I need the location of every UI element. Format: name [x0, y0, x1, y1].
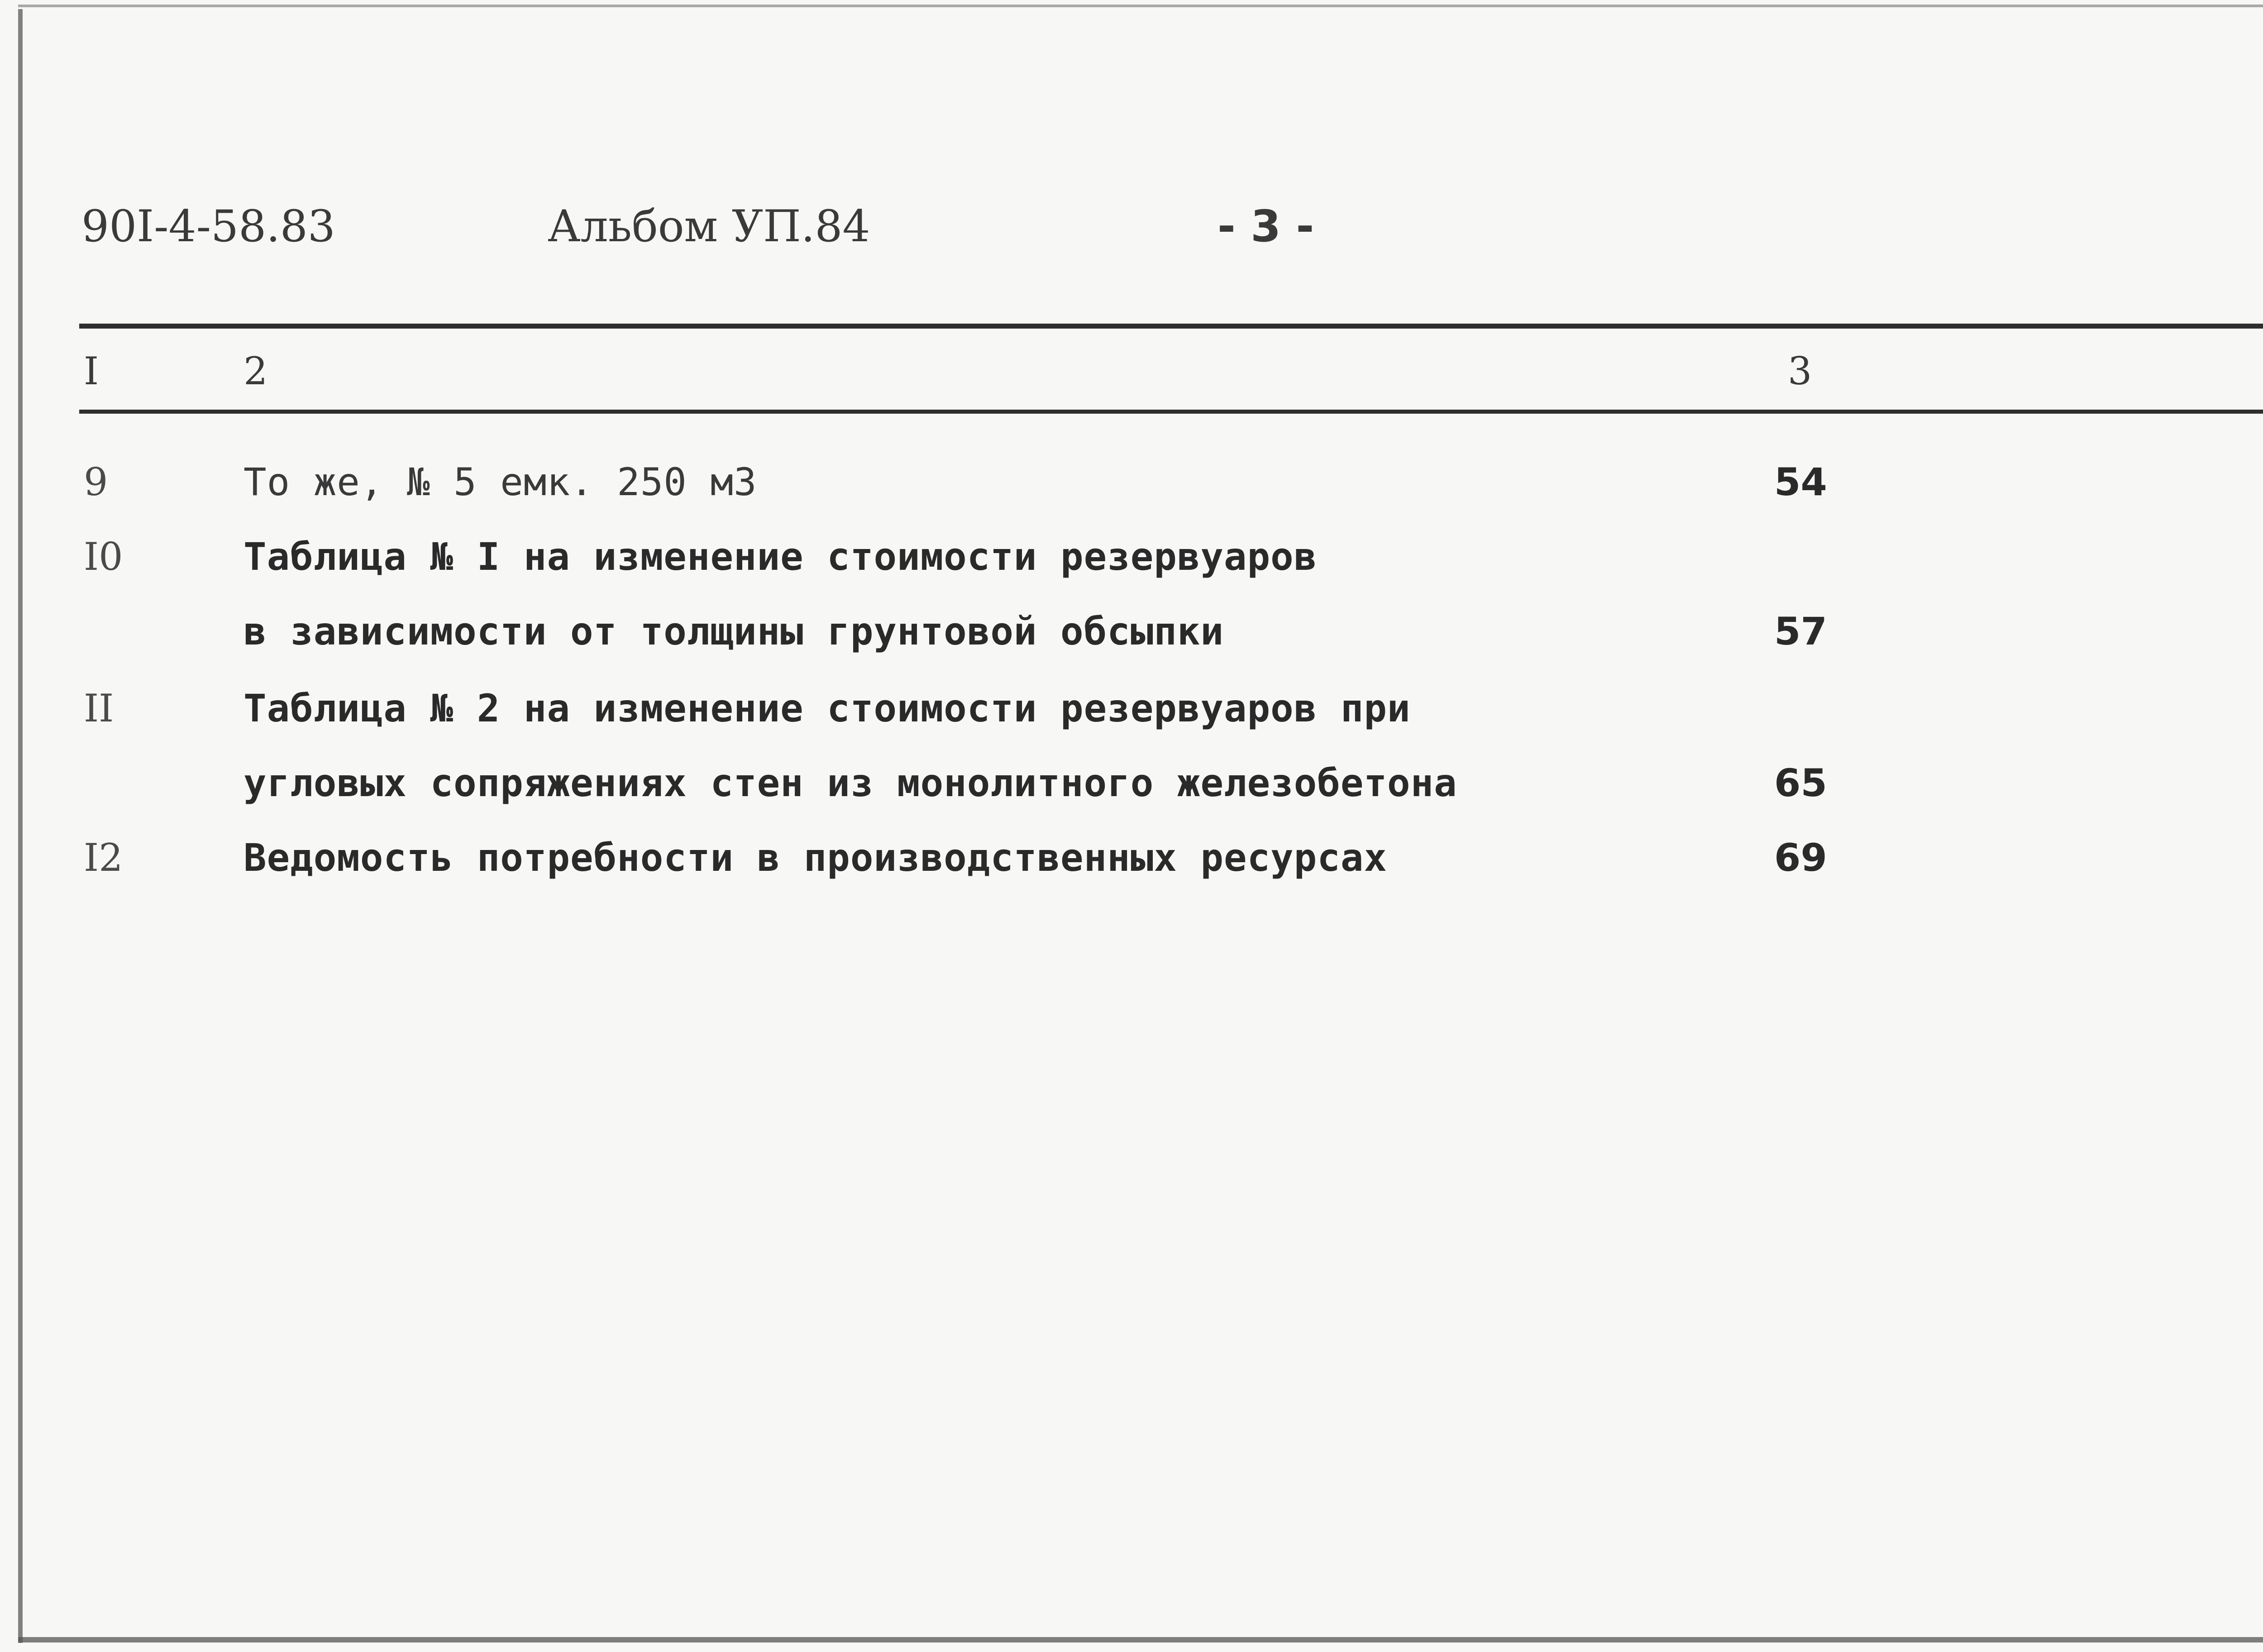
table-header-rule	[79, 410, 2263, 414]
column-header-number: I	[84, 349, 99, 393]
entry-title: Таблица № 2 на изменение стоимости резервуаров при	[243, 686, 1411, 731]
entry-page: 57	[1774, 609, 1827, 654]
entry-page: 69	[1774, 836, 1827, 880]
frame-bottom-border	[18, 1637, 2263, 1642]
entry-title: Таблица № I на изменение стоимости резервуаров	[243, 535, 1318, 579]
entry-title: Ведомость потребности в производственных ресурсах	[243, 836, 1388, 880]
frame-left-border	[18, 9, 23, 1643]
entry-title: То же, № 5 емк. 250 м3	[243, 460, 757, 504]
entry-number: 9	[84, 460, 108, 504]
entry-page: 54	[1774, 460, 1827, 504]
page-number: - 3 -	[1217, 201, 1314, 252]
document-code: 90I-4-58.83	[81, 201, 335, 252]
frame-top-border	[18, 5, 2263, 7]
column-header-title: 2	[243, 349, 268, 393]
album-label: Альбом УП.84	[548, 201, 870, 252]
column-header-page: 3	[1788, 349, 1812, 393]
entry-number: I0	[84, 535, 123, 579]
entry-page: 65	[1774, 761, 1827, 805]
entry-number: I2	[84, 836, 123, 880]
entry-number: II	[84, 686, 114, 731]
entry-title-continuation: угловых сопряжениях стен из монолитного железобетона	[243, 761, 1457, 805]
entry-title-continuation: в зависимости от толщины грунтовой обсыпки	[243, 609, 1224, 654]
table-top-rule	[79, 324, 2263, 329]
